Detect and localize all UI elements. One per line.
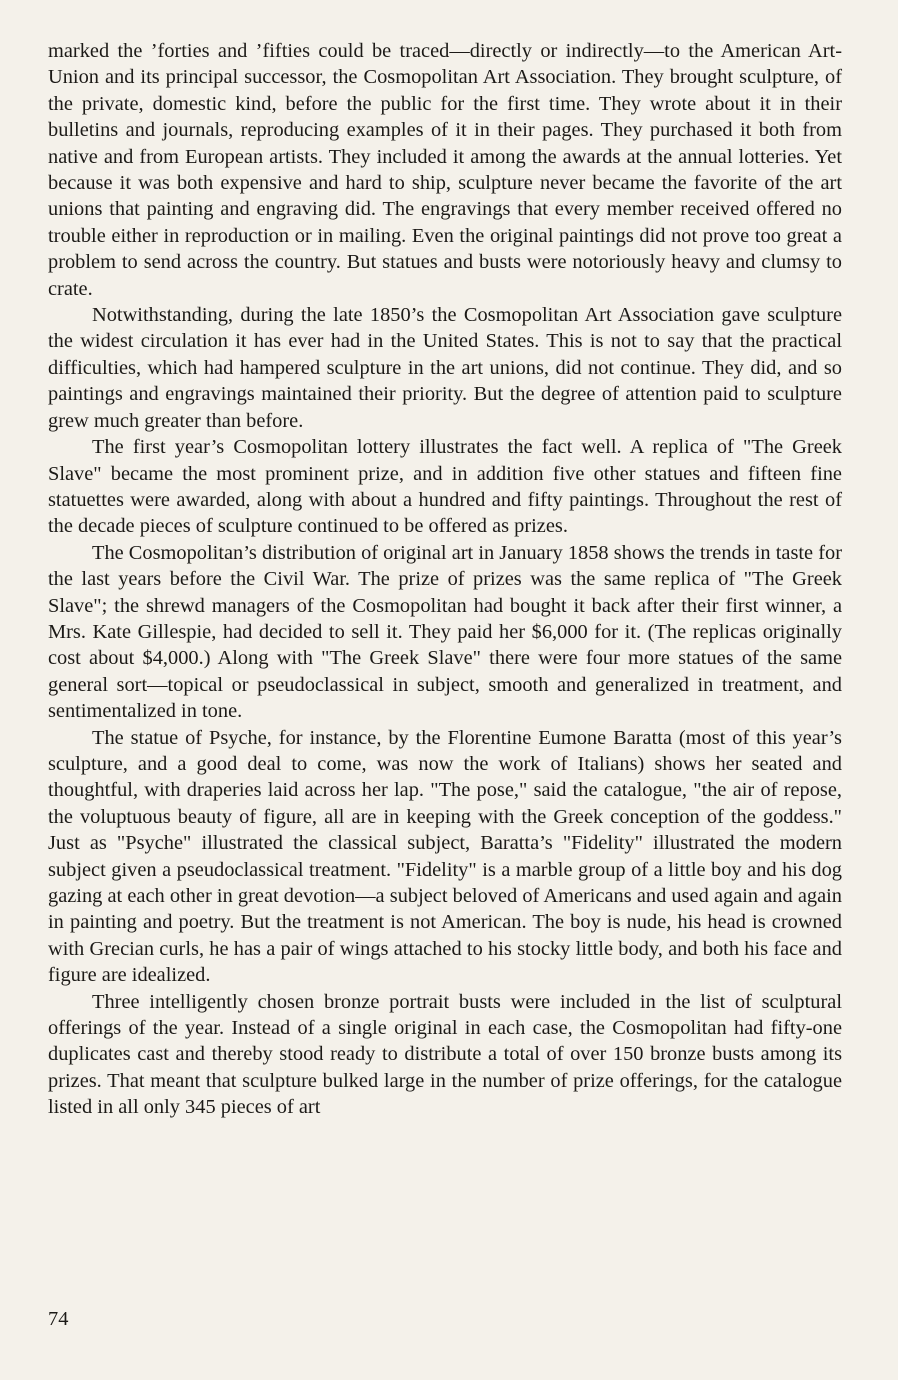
paragraph-5: The statue of Psyche, for instance, by the Florentine Eumone Baratta (most of this year’s sculpture, and a good deal to come, was now the work of Italians) shows her seated and thoughtful, with draperies laid across her lap. "The pose," said the catalogue, "the air of repose, the voluptuous beauty of figure, all are in keeping with the Greek conception of the goddess." Just as "Psyche" illustrated the classical subject, Baratta’s "Fidelity" illustrated the modern subject given a pseudoclassical treatment. "Fidelity" is a marble group of a little boy and his dog gazing at each other in great devotion—a subject beloved of Americans and used again and again in painting and poetry. But the treatment is not American. The boy is nude, his head is crowned with Grecian curls, he has a pair of wings attached to his stocky little body, and both his face and figure are idealized. xyxy=(48,726,842,987)
paragraph-2: Notwithstanding, during the late 1850’s the Cosmopolitan Art Association gave sculpture the widest circulation it has ever had in the United States. This is not to say that the practical difficulties, which had hampered sculpture in the art unions, did not continue. They did, and so paintings and engravings maintained their priority. But the degree of attention paid to sculpture grew much greater than before. xyxy=(48,304,842,432)
paragraph-4: The Cosmopolitan’s distribution of original art in January 1858 shows the trends in taste for the last years before the Civil War. The prize of prizes was the same replica of "The Greek Slave"; the shrewd managers of the Cosmopolitan had bought it back after their first winner, a Mrs. Kate Gillespie, had decided to sell it. They paid her $6,000 for it. (The replicas originally cost about $4,000.) Along with "The Greek Slave" there were four more statues of the same general sort—topical or pseudoclassical in subject, smooth and generalized in treatment, and sentimentalized in tone. xyxy=(48,541,842,723)
page-number: 74 xyxy=(48,1308,69,1330)
paragraph-6: Three intelligently chosen bronze portrait busts were included in the list of sculptural offerings of the year. Instead of a single original in each case, the Cosmopolitan had fifty-one duplicates cast and thereby stood ready to distribute a total of over 150 bronze busts among its prizes. That meant that sculpture bulked large in the number of prize offerings, for the catalogue listed in all only 345 pieces of art xyxy=(48,990,842,1119)
page-body xyxy=(48,38,842,1121)
paragraph-3: The first year’s Cosmopolitan lottery illustrates the fact well. A replica of "The Greek Slave" became the most prominent prize, and in addition five other statues and fifteen fine statuettes were awarded, along with about a hundred and fifty paintings. Throughout the rest of the decade pieces of sculpture continued to be offered as prizes. xyxy=(48,436,842,538)
paragraph-1: marked the ’forties and ’fifties could be traced—directly or indirectly—to the American Art-Union and its principal successor, the Cosmopolitan Art Association. They brought sculpture, of the private, domestic kind, before the public for the first time. They wrote about it in their bulletins and journals, reproducing examples of it in their pages. They purchased it both from native and from European artists. They included it among the awards at the annual lotteries. Yet because it was both expensive and hard to ship, sculpture never became the favorite of the art unions that painting and engraving did. The engravings that every member received offered no trouble either in reproduction or in mailing. Even the original paintings did not prove too great a problem to send across the country. But statues and busts were notoriously heavy and clumsy to crate. xyxy=(48,40,842,300)
